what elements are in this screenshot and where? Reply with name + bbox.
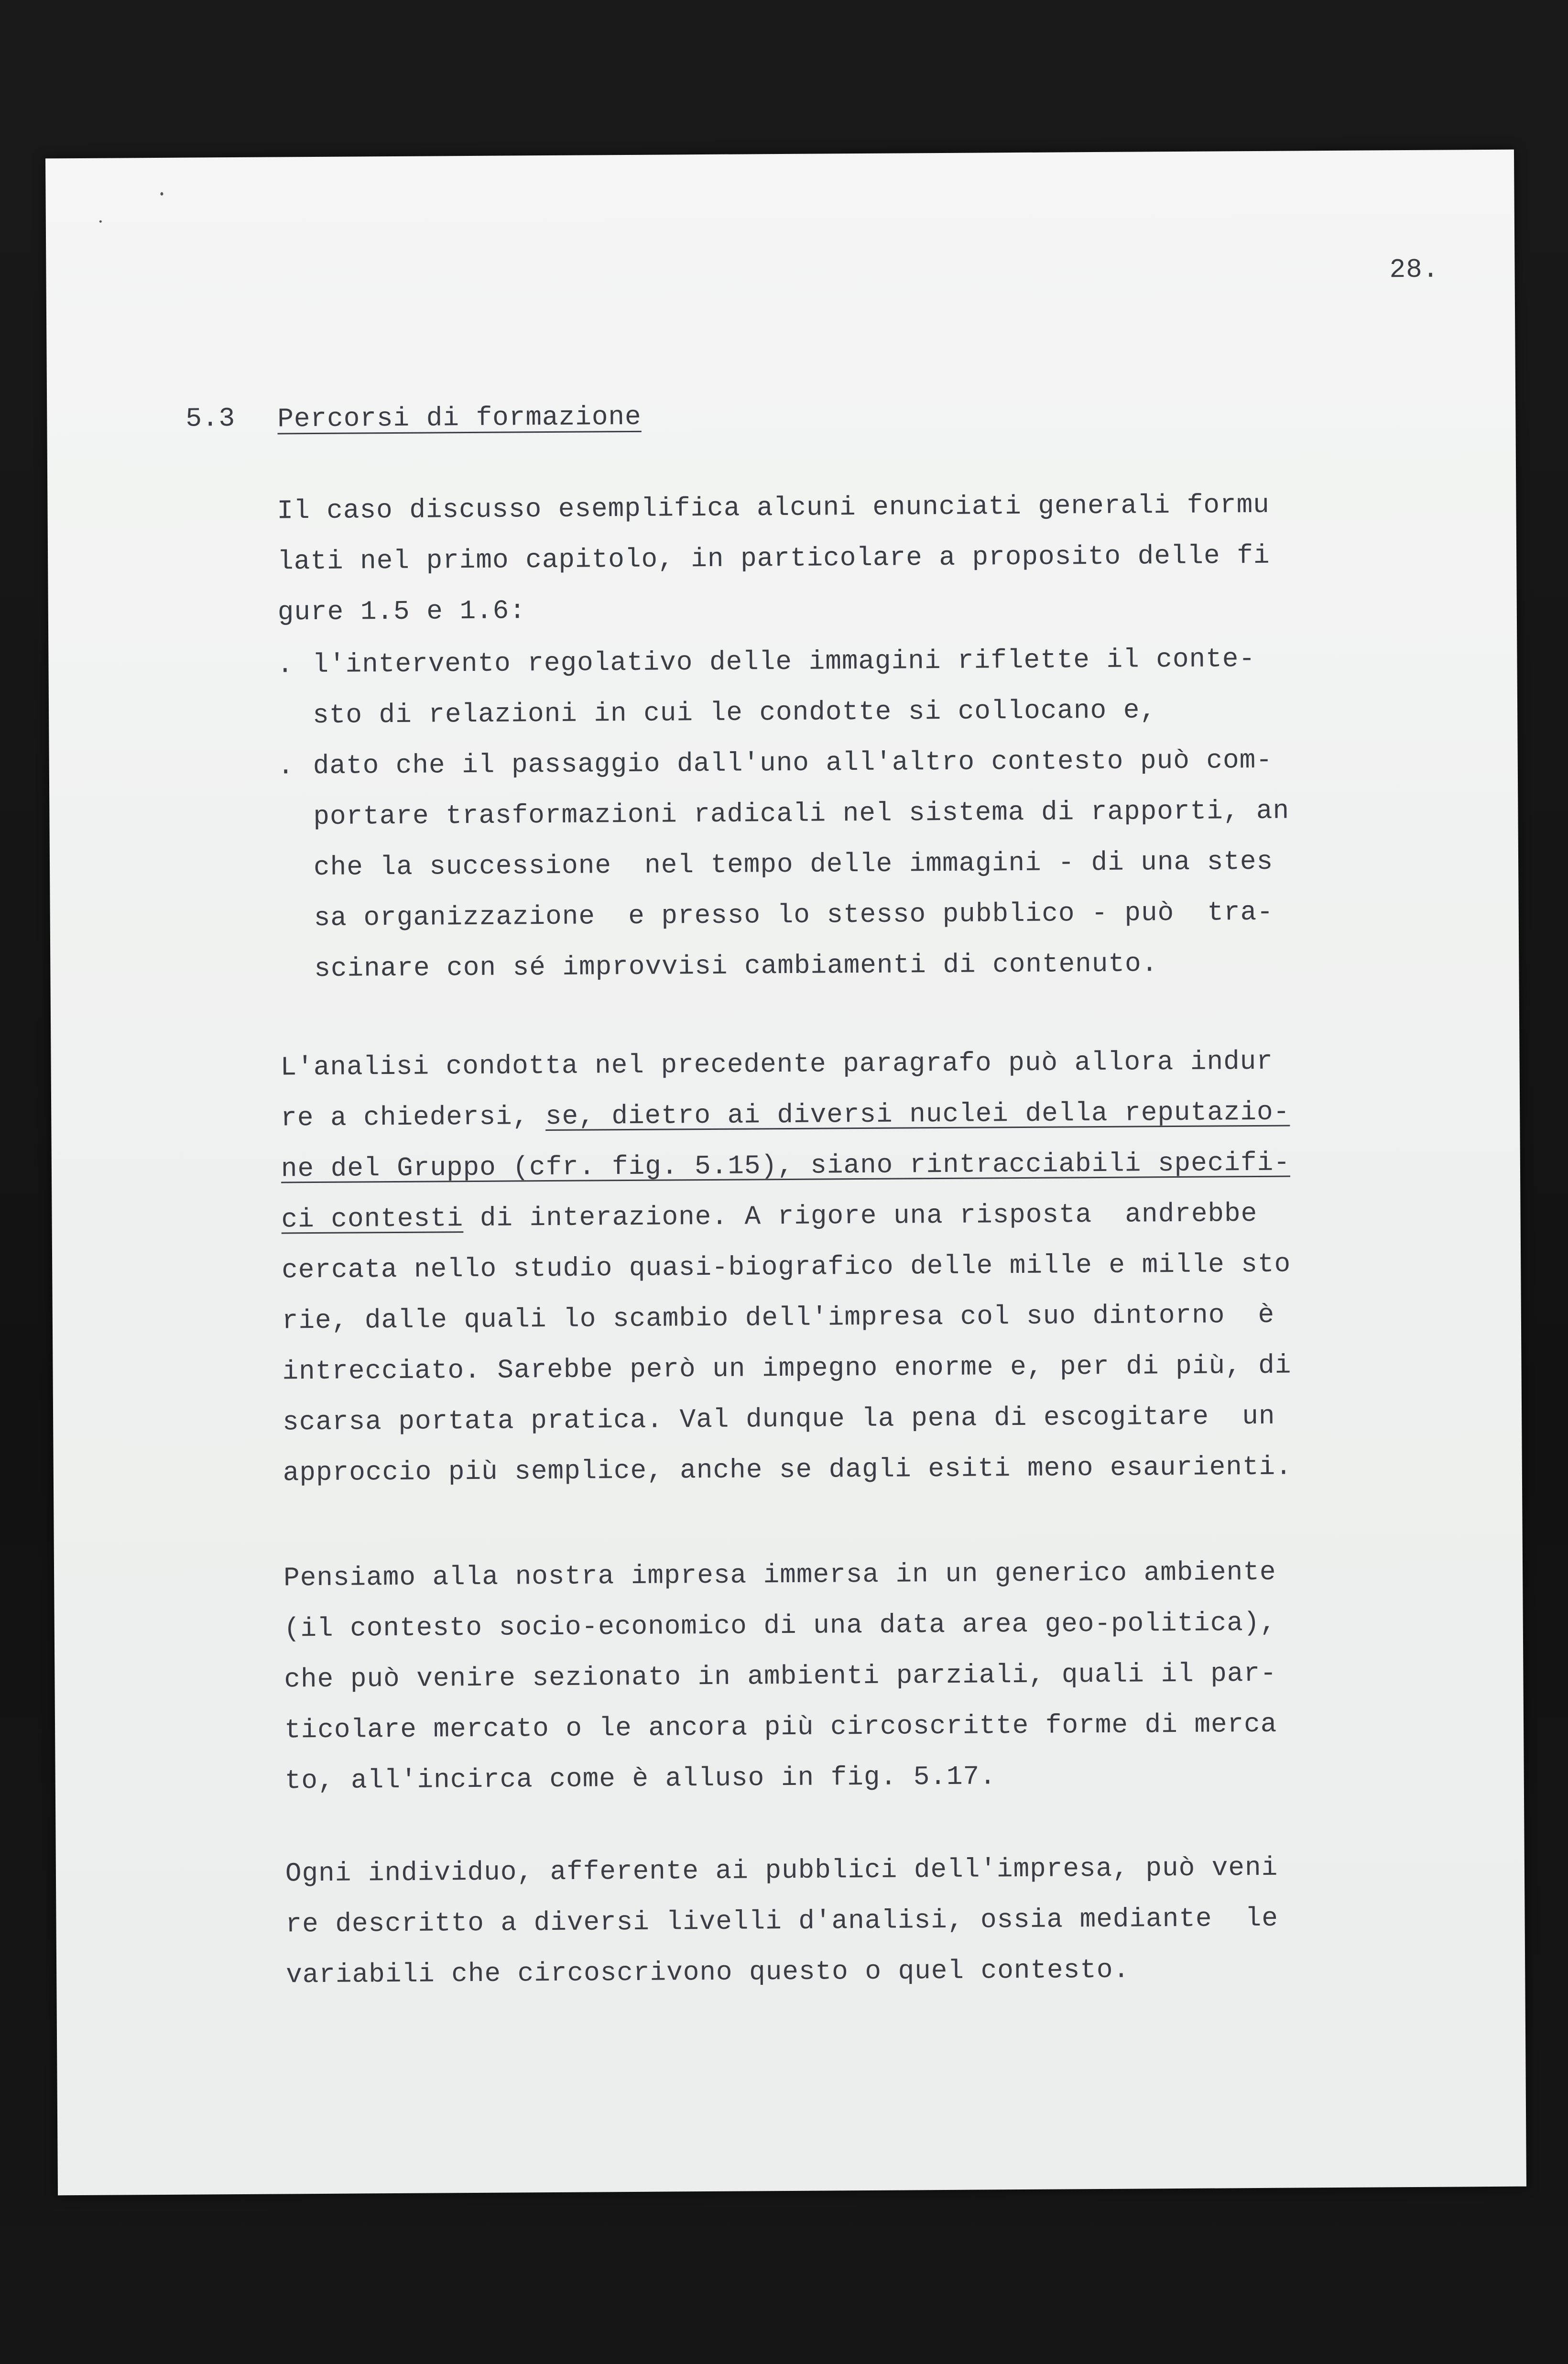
paragraph-2-line: cercata nello studio quasi-biografico delle mille e mille sto <box>282 1248 1291 1286</box>
paragraph-3-line: che può venire sezionato in ambienti parziali, quali il par- <box>284 1658 1277 1695</box>
paragraph-3-line: ticolare mercato o le ancora più circoscritte forme di merca <box>284 1708 1277 1746</box>
paragraph-2-line: scarsa portata pratica. Val dunque la pena di escogitare un <box>282 1401 1275 1438</box>
bullet-2-line: dato che il passaggio dall'uno all'altro contesto può com- <box>313 744 1273 782</box>
bullet-2-line: che la successione nel tempo delle immagini - di una stes <box>313 846 1274 883</box>
section-title: Percorsi di formazione <box>277 401 642 435</box>
paragraph-4-line: Ogni individuo, afferente ai pubblici dell'impresa, può veni <box>285 1852 1278 1889</box>
paragraph-1-line: gure 1.5 e 1.6: <box>277 595 526 628</box>
paragraph-4-line: variabili che circoscrivono questo o quel contesto. <box>286 1954 1130 1991</box>
bullet-marker: . <box>277 751 294 782</box>
paragraph-2-line: approccio più semplice, anche se dagli esiti meno esaurienti. <box>283 1451 1292 1488</box>
paragraph-2-line <box>281 1096 1290 1134</box>
paragraph-3-line: (il contesto socio-economico di una data area geo-politica), <box>283 1607 1277 1644</box>
paragraph-2-text: di interazione. A rigore una risposta andrebbe <box>463 1198 1258 1234</box>
paragraph-1-line: Il caso discusso esemplifica alcuni enunciati generali formu <box>277 489 1270 526</box>
underlined-question: ne del Gruppo (cfr. fig. 5.15), siano rintracciabili specifi- <box>281 1147 1291 1184</box>
paragraph-3-line: to, all'incirca come è alluso in fig. 5.17. <box>284 1761 996 1796</box>
bullet-marker: . <box>277 649 294 680</box>
underlined-question: ci contesti <box>281 1203 464 1235</box>
paragraph-2-text: re a chiedersi, <box>281 1101 546 1134</box>
bullet-2-line: scinare con sé improvvisi cambiamenti di contenuto. <box>314 948 1158 985</box>
bullet-2-line: sa organizzazione e presso lo stesso pubblico - può tra- <box>314 897 1274 934</box>
section-number: 5.3 <box>185 403 236 434</box>
paragraph-2-line: rie, dalle quali lo scambio dell'impresa col suo dintorno è <box>282 1299 1275 1336</box>
bullet-2-line: portare trasformazioni radicali nel sistema di rapporti, an <box>313 795 1290 832</box>
document-page <box>45 150 1526 2196</box>
ink-speck <box>99 220 102 223</box>
paragraph-4-line: re descritto a diversi livelli d'analisi, ossia mediante le <box>285 1903 1279 1940</box>
paragraph-2-line: intrecciato. Sarebbe però un impegno enorme e, per di più, di <box>282 1350 1292 1387</box>
paragraph-2-line: L'analisi condotta nel precedente paragrafo può allora indur <box>280 1046 1274 1083</box>
underlined-question: se, dietro ai diversi nuclei della reputazio- <box>545 1096 1290 1132</box>
page-number: 28. <box>1389 254 1439 285</box>
paragraph-2-line <box>281 1200 1257 1233</box>
bullet-1-line: sto di relazioni in cui le condotte si collocano e, <box>312 695 1157 731</box>
ink-speck <box>160 192 163 196</box>
bullet-1-line: l'intervento regolativo delle immagini riflette il conte- <box>312 643 1256 680</box>
paragraph-3-line: Pensiamo alla nostra impresa immersa in un generico ambiente <box>283 1556 1276 1594</box>
paragraph-1-line: lati nel primo capitolo, in particolare a proposito delle fi <box>277 540 1270 577</box>
